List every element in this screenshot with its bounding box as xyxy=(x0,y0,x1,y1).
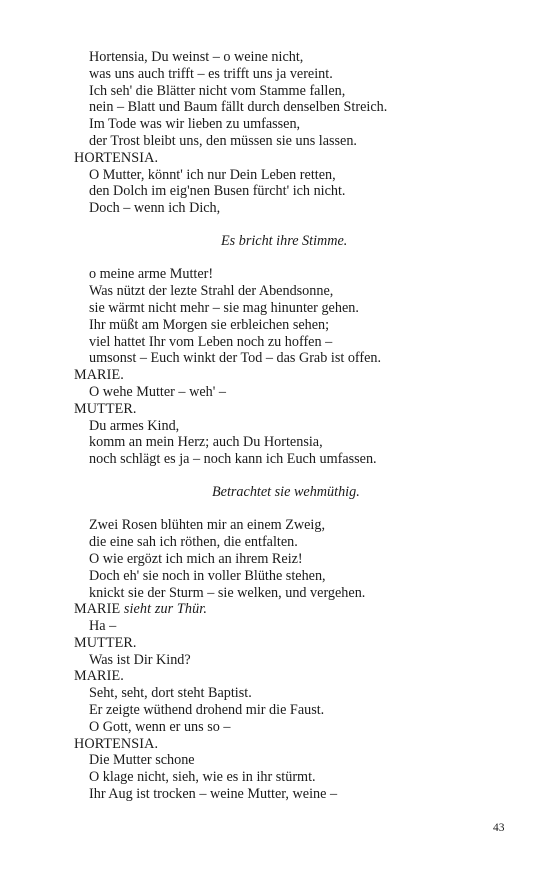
speaker-name: MARIE. xyxy=(74,668,124,685)
verse-line: den Dolch im eig'nen Busen fürcht' ich nicht. xyxy=(89,183,346,200)
verse-line: umsonst – Euch winkt der Tod – das Grab ist offen. xyxy=(89,350,382,367)
verse-line: Ihr Aug ist trocken – weine Mutter, weine – xyxy=(89,786,338,803)
stage-direction: Es bricht ihre Stimme. xyxy=(221,232,348,249)
verse-line: Die Mutter schone xyxy=(89,752,195,769)
verse-line: Doch eh' sie noch in voller Blüthe stehen, xyxy=(89,567,326,584)
verse-line: sie wärmt nicht mehr – sie mag hinunter gehen. xyxy=(89,299,359,316)
verse-line: Seht, seht, dort steht Baptist. xyxy=(89,685,252,702)
verse-line: Ha – xyxy=(89,618,117,635)
speaker-name: MARIE xyxy=(74,601,121,618)
verse-line: O wie ergözt ich mich an ihrem Reiz! xyxy=(89,550,303,567)
speaker-name: MUTTER. xyxy=(74,400,137,417)
verse-line: O Gott, wenn er uns so – xyxy=(89,718,231,735)
verse-line: Hortensia, Du weinst – o weine nicht, xyxy=(89,49,304,65)
page-text xyxy=(74,49,514,803)
verse-line: O Mutter, könnt' ich nur Dein Leben retten, xyxy=(89,166,336,183)
verse-line: noch schlägt es ja – noch kann ich Euch umfassen. xyxy=(89,451,377,468)
verse-line: Er zeigte wüthend drohend mir die Faust. xyxy=(89,702,325,719)
verse-line: Du armes Kind, xyxy=(89,417,180,434)
verse-line: viel hattet Ihr vom Leben noch zu hoffen – xyxy=(89,333,333,350)
speaker-name: MARIE. xyxy=(74,367,124,384)
verse-line: nein – Blatt und Baum fällt durch denselben Streich. xyxy=(89,99,388,116)
verse-line: Was nützt der lezte Strahl der Abendsonne, xyxy=(89,283,334,300)
verse-line: O klage nicht, sieh, wie es in ihr stürmt. xyxy=(89,769,316,786)
speaker-name: MUTTER. xyxy=(74,634,137,651)
speaker-name: HORTENSIA. xyxy=(74,735,159,752)
stage-direction: Betrachtet sie wehmüthig. xyxy=(212,483,360,500)
verse-line: was uns auch trifft – es trifft uns ja vereint. xyxy=(89,65,333,82)
speaker-name: HORTENSIA. xyxy=(74,149,159,166)
page-number: 43 xyxy=(493,822,505,834)
verse-line: Ihr müßt am Morgen sie erbleichen sehen; xyxy=(89,316,330,333)
stage-direction: sieht zur Thür. xyxy=(123,601,207,618)
verse-line: Ich seh' die Blätter nicht vom Stamme fallen, xyxy=(89,82,346,99)
verse-line: Doch – wenn ich Dich, xyxy=(89,200,221,217)
verse-line: komm an mein Herz; auch Du Hortensia, xyxy=(89,434,323,451)
verse-line: Im Tode was wir lieben zu umfassen, xyxy=(89,116,301,133)
verse-line: knickt sie der Sturm – sie welken, und vergehen. xyxy=(89,584,366,601)
speaker-with-direction xyxy=(74,601,514,618)
verse-line: O wehe Mutter – weh' – xyxy=(89,383,226,400)
verse-line: der Trost bleibt uns, den müssen sie uns lassen. xyxy=(89,132,357,149)
verse-line: Zwei Rosen blühten mir an einem Zweig, xyxy=(89,517,326,534)
verse-line: Was ist Dir Kind? xyxy=(89,651,191,668)
verse-line: o meine arme Mutter! xyxy=(89,266,214,283)
verse-line: die eine sah ich röthen, die entfalten. xyxy=(89,534,298,551)
